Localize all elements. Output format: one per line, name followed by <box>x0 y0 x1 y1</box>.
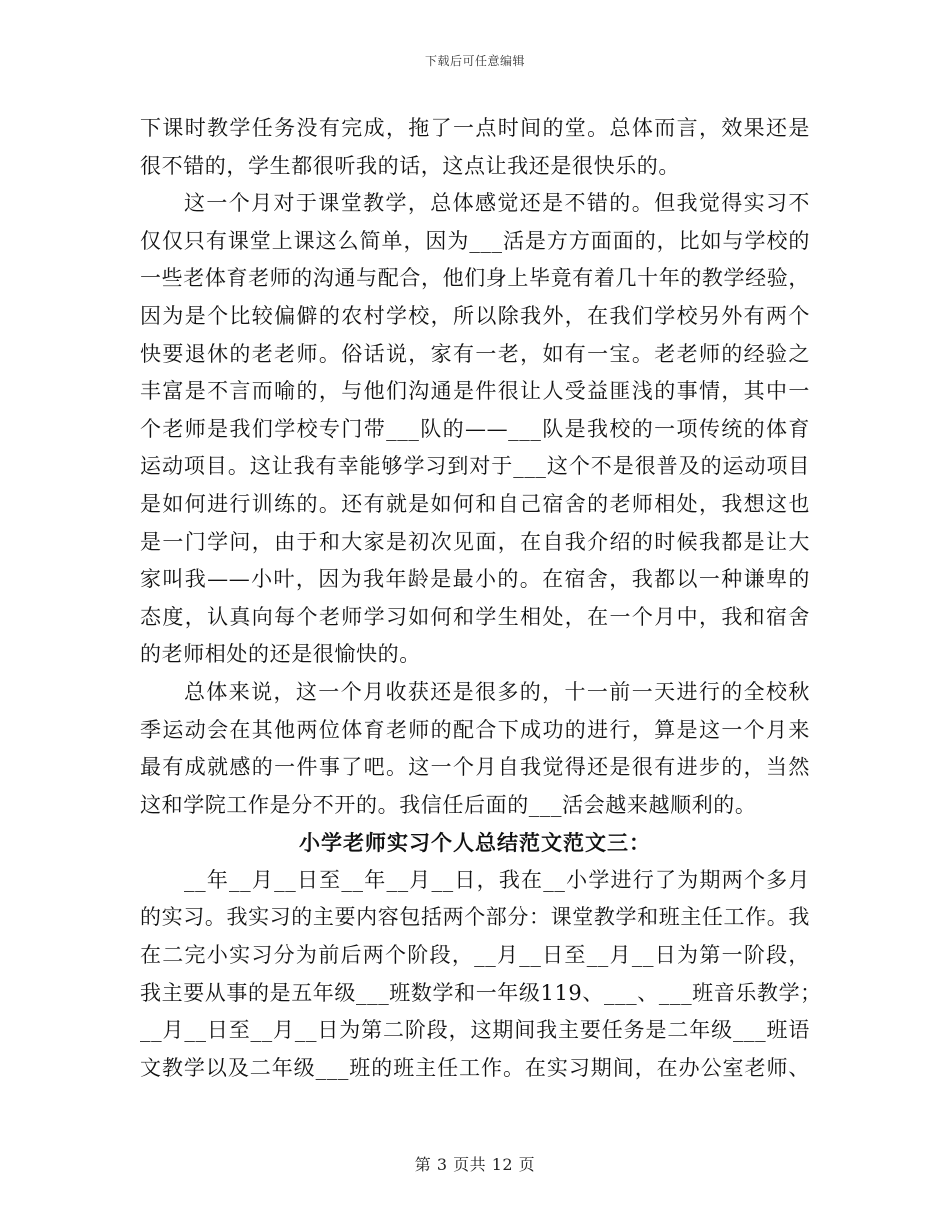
text-line: 是一门学问，由于和大家是初次见面，在自我介绍的时候我都是让大 <box>140 529 810 554</box>
text-line: 个老师是我们学校专门带___队的——___队是我校的一项传统的体育 <box>140 416 810 441</box>
text-line: 的实习。我实习的主要内容包括两个部分：课堂教学和班主任工作。我 <box>140 905 810 930</box>
paragraph-start-line: __年__月__日至__年__月__日，我在__小学进行了为期两个多月 <box>184 867 810 892</box>
paragraph-start-line: 这一个月对于课堂教学，总体感觉还是不错的。但我觉得实习不 <box>184 191 810 216</box>
paragraph-start-line: 总体来说，这一个月收获还是很多的，十一前一天进行的全校秋 <box>184 679 810 704</box>
text-line: 家叫我——小叶，因为我年龄是最小的。在宿舍，我都以一种谦卑的 <box>140 567 810 592</box>
text-line: 丰富是不言而喻的，与他们沟通是件很让人受益匪浅的事情，其中一 <box>140 379 810 404</box>
page-header: 下载后可任意编辑 <box>424 54 525 68</box>
text-line: 最有成就感的一件事了吧。这一个月自我觉得还是很有进步的，当然 <box>140 755 810 780</box>
text-line: 下课时教学任务没有完成，拖了一点时间的堂。总体而言，效果还是 <box>140 116 810 140</box>
text-line: 在二完小实习分为前后两个阶段，__月__日至__月__日为第一阶段， <box>140 943 810 968</box>
text-line: 态度，认真向每个老师学习如何和学生相处，在一个月中，我和宿舍 <box>140 604 810 629</box>
text-line: 这和学院工作是分不开的。我信任后面的___活会越来越顺利的。 <box>140 792 757 817</box>
text-line: 快要退休的老老师。俗话说，家有一老，如有一宝。老老师的经验之 <box>140 341 810 366</box>
text-line: 季运动会在其他两位体育老师的配合下成功的进行，算是这一个月来 <box>140 717 810 742</box>
text-line: 是如何进行训练的。还有就是如何和自己宿舍的老师相处，我想这也 <box>140 491 810 516</box>
text-line: 仅仅只有课堂上课这么简单，因为___活是方方面面的，比如与学校的 <box>140 228 810 253</box>
text-line: 文教学以及二年级___班的班主任工作。在实习期间，在办公室老师、 <box>140 1055 810 1080</box>
text-line: 运动项目。这让我有幸能够学习到对于___这个不是很普及的运动项目 <box>140 454 810 479</box>
document-body <box>140 110 822 1087</box>
text-line: 我主要从事的是五年级___班数学和一年级119、___、___班音乐教学； <box>140 980 822 1005</box>
text-line: 的老师相处的还是很愉快的。 <box>140 642 421 667</box>
text-line: __月__日至__月__日为第二阶段，这期间我主要任务是二年级___班语 <box>140 1018 810 1043</box>
text-line: 因为是个比较偏僻的农村学校，所以除我外，在我们学校另外有两个 <box>140 303 810 328</box>
page-footer: 第 3 页共 12 页 <box>414 1155 536 1174</box>
section-heading: 小学老师实习个人总结范文范文三： <box>299 830 651 856</box>
text-line: 很不错的，学生都很听我的话，这点让我还是很快乐的。 <box>140 153 680 178</box>
text-line: 一些老体育老师的沟通与配合，他们身上毕竟有着几十年的教学经验， <box>140 266 810 291</box>
